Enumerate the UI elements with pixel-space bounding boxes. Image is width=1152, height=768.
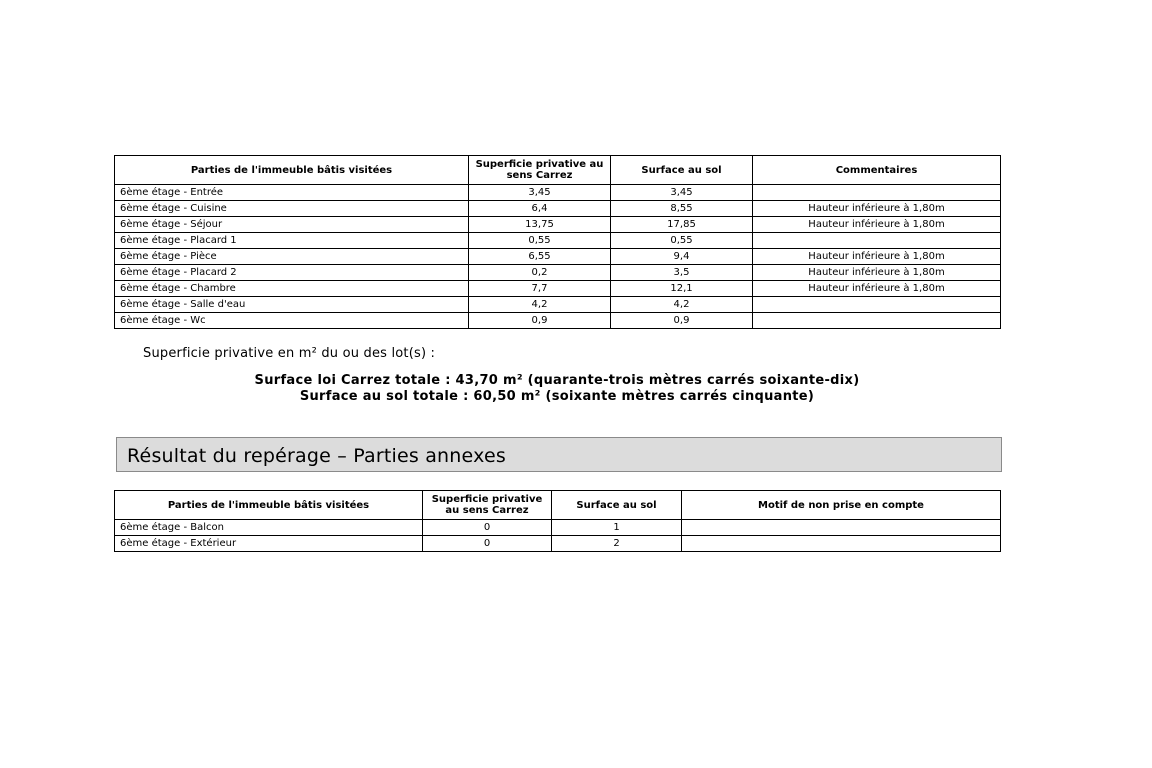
- col-header-commentaires: Commentaires: [753, 156, 1001, 185]
- cell-carrez: 4,2: [469, 297, 611, 313]
- table-row: [115, 520, 1001, 536]
- cell-sol: 9,4: [611, 249, 753, 265]
- cell-partie: 6ème étage - Séjour: [115, 217, 469, 233]
- cell-commentaire: [753, 185, 1001, 201]
- col-header-parties: Parties de l'immeuble bâtis visitées: [115, 491, 423, 520]
- cell-carrez: 0: [423, 520, 552, 536]
- table-row: [115, 297, 1001, 313]
- cell-commentaire: Hauteur inférieure à 1,80m: [753, 201, 1001, 217]
- table-row: [115, 233, 1001, 249]
- cell-commentaire: Hauteur inférieure à 1,80m: [753, 217, 1001, 233]
- cell-carrez: 6,4: [469, 201, 611, 217]
- cell-commentaire: Hauteur inférieure à 1,80m: [753, 281, 1001, 297]
- col-header-carrez: Superficie privative au sens Carrez: [423, 491, 552, 520]
- cell-partie: 6ème étage - Extérieur: [115, 536, 423, 552]
- cell-commentaire: [753, 313, 1001, 329]
- cell-partie: 6ème étage - Placard 1: [115, 233, 469, 249]
- cell-carrez: 0,9: [469, 313, 611, 329]
- col-header-sol: Surface au sol: [611, 156, 753, 185]
- cell-sol: 4,2: [611, 297, 753, 313]
- table-row: [115, 217, 1001, 233]
- cell-carrez: 6,55: [469, 249, 611, 265]
- cell-commentaire: Hauteur inférieure à 1,80m: [753, 265, 1001, 281]
- cell-sol: 12,1: [611, 281, 753, 297]
- cell-sol: 2: [552, 536, 682, 552]
- cell-motif: [682, 520, 1001, 536]
- col-header-carrez: Superficie privative au sens Carrez: [469, 156, 611, 185]
- table-row: [115, 265, 1001, 281]
- cell-carrez: 0,2: [469, 265, 611, 281]
- cell-partie: 6ème étage - Cuisine: [115, 201, 469, 217]
- summary-intro: Superficie privative en m² du ou des lot(s) :: [143, 346, 436, 361]
- cell-sol: 1: [552, 520, 682, 536]
- cell-commentaire: [753, 233, 1001, 249]
- table-row: [115, 281, 1001, 297]
- table-row: [115, 249, 1001, 265]
- cell-sol: 3,45: [611, 185, 753, 201]
- annex-table: [114, 490, 1001, 552]
- table-row: [115, 536, 1001, 552]
- cell-sol: 8,55: [611, 201, 753, 217]
- section-title: Résultat du repérage – Parties annexes: [127, 445, 506, 467]
- cell-carrez: 7,7: [469, 281, 611, 297]
- section-banner: [116, 437, 1002, 472]
- table-row: [115, 313, 1001, 329]
- col-header-sol: Surface au sol: [552, 491, 682, 520]
- cell-sol: 3,5: [611, 265, 753, 281]
- col-header-parties: Parties de l'immeuble bâtis visitées: [115, 156, 469, 185]
- carrez-total: Surface loi Carrez totale : 43,70 m² (quarante-trois mètres carrés soixante-dix): [254, 373, 860, 388]
- cell-commentaire: [753, 297, 1001, 313]
- cell-carrez: 3,45: [469, 185, 611, 201]
- cell-partie: 6ème étage - Wc: [115, 313, 469, 329]
- table-row: [115, 185, 1001, 201]
- totals-block: [114, 373, 1000, 405]
- col-header-motif: Motif de non prise en compte: [682, 491, 1001, 520]
- cell-carrez: 13,75: [469, 217, 611, 233]
- cell-partie: 6ème étage - Balcon: [115, 520, 423, 536]
- cell-carrez: 0,55: [469, 233, 611, 249]
- cell-sol: 17,85: [611, 217, 753, 233]
- cell-sol: 0,55: [611, 233, 753, 249]
- cell-partie: 6ème étage - Placard 2: [115, 265, 469, 281]
- cell-partie: 6ème étage - Chambre: [115, 281, 469, 297]
- cell-partie: 6ème étage - Salle d'eau: [115, 297, 469, 313]
- cell-commentaire: Hauteur inférieure à 1,80m: [753, 249, 1001, 265]
- sol-total: Surface au sol totale : 60,50 m² (soixante mètres carrés cinquante): [299, 389, 815, 404]
- table-header-row: [115, 156, 1001, 185]
- cell-carrez: 0: [423, 536, 552, 552]
- cell-partie: 6ème étage - Entrée: [115, 185, 469, 201]
- table-header-row: [115, 491, 1001, 520]
- cell-partie: 6ème étage - Pièce: [115, 249, 469, 265]
- cell-motif: [682, 536, 1001, 552]
- cell-sol: 0,9: [611, 313, 753, 329]
- carrez-table: [114, 155, 1001, 329]
- table-row: [115, 201, 1001, 217]
